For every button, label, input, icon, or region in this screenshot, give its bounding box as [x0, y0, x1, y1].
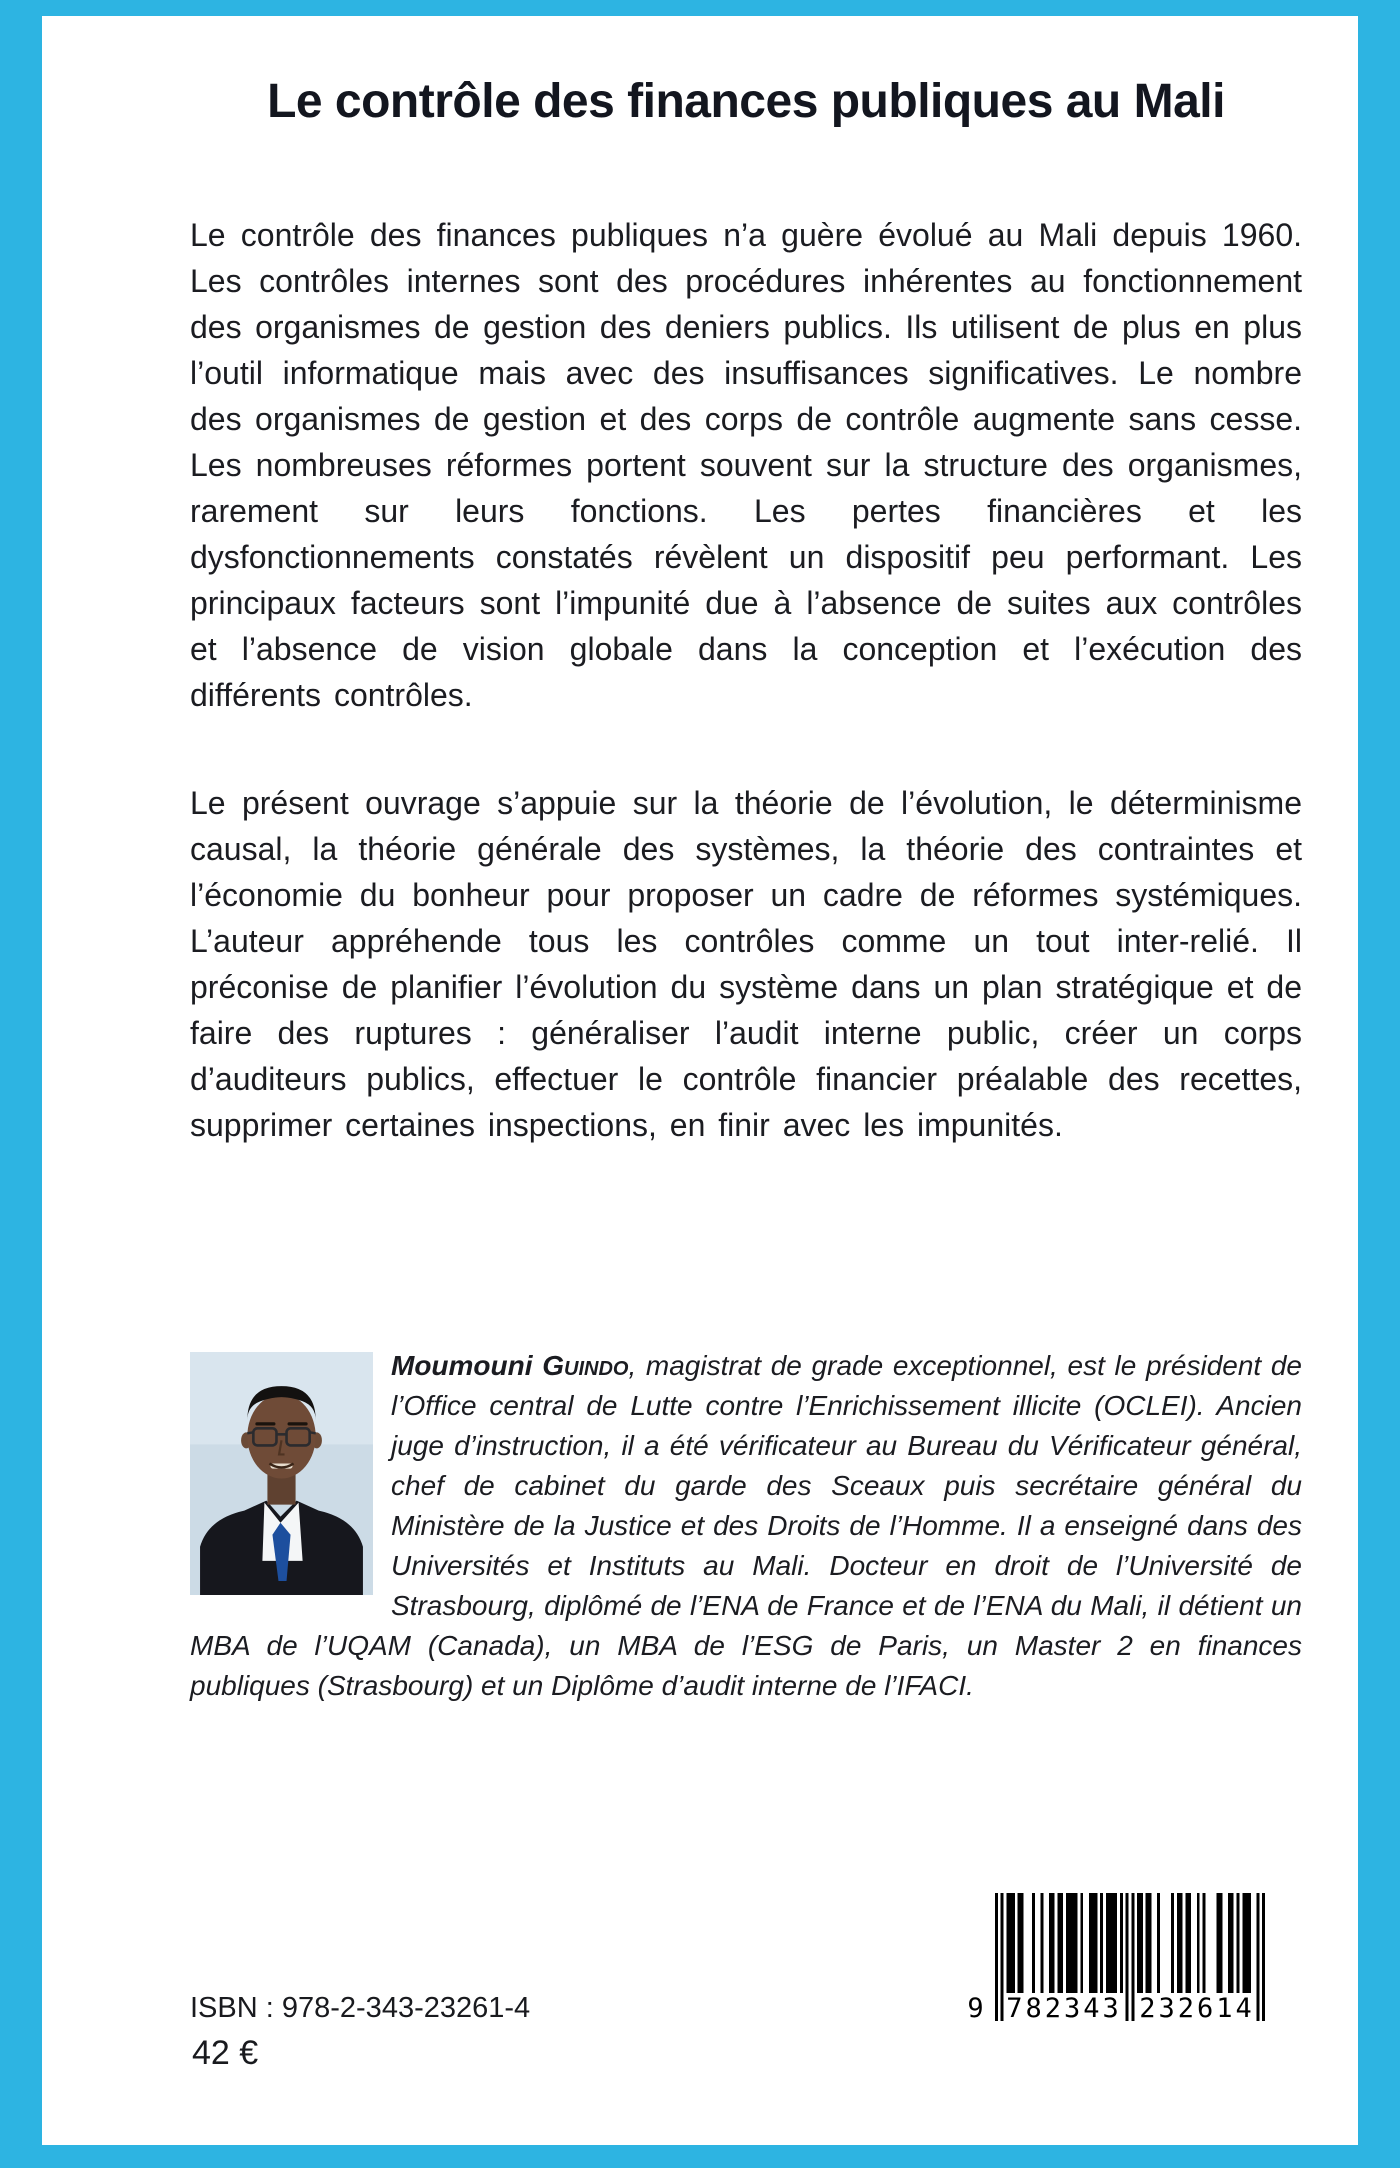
author-photo — [190, 1352, 373, 1595]
cover-inner — [42, 16, 1358, 2145]
isbn-text: ISBN : 978-2-343-23261-4 — [190, 1992, 531, 2024]
author-surname: Guindo — [542, 1350, 629, 1381]
barcode — [967, 1893, 1265, 2024]
book-title: Le contrôle des finances publiques au Mali — [267, 75, 1225, 128]
author-first-name: Moumouni — [391, 1350, 533, 1381]
barcode-digits-left: 782343 — [1006, 1992, 1122, 2024]
author-bio-text: , magistrat de grade exceptionnel, est le président de l’Office central de Lutte contre l’Enrichissement illicite (OCLEI). Ancien juge d’instruction, il a été vérificateur au Bureau du Vérificateur général, chef de cabinet du garde des Sceaux puis secrétaire général du Ministère de la Justice et des Droits de l’Homme. Il a enseigné dans des Universités et Instituts au Mali. Docteur en droit de l’Université de Strasbourg, diplômé de l’ENA de France et de l’ENA du Mali, il détient un MBA de l’UQAM (Canada), un MBA de l’ESG de Paris, un Master 2 en finances publiques (Strasbourg) et un Diplôme d’audit interne de l’IFACI. — [190, 1350, 1303, 1701]
barcode-digits-right: 232614 — [1139, 1992, 1255, 2024]
price-text: 42 € — [192, 2034, 259, 2072]
synopsis-paragraph-2: Le présent ouvrage s’appuie sur la théorie de l’évolution, le déterminisme causal, la théorie générale des systèmes, la théorie des contraintes et l’économie du bonheur pour proposer un cadre de réformes systémiques. L’auteur appréhende tous les contrôles comme un tout inter-relié. Il préconise de planifier l’évolution du système dans un plan stratégique et de faire des ruptures : généraliser l’audit interne public, créer un corps d’auditeurs publics, effectuer le contrôle financier préalable des recettes, supprimer certaines inspections, en finir avec les impunités. — [190, 785, 1302, 1143]
author-bio — [190, 1346, 1302, 1706]
barcode-digit-first: 9 — [967, 1992, 987, 2024]
synopsis-paragraph-1: Le contrôle des finances publiques n’a guère évolué au Mali depuis 1960. Les contrôles internes sont des procédures inhérentes au fonctionnement des organismes de gestion des deniers publics. Ils utilisent de plus en plus l’outil informatique mais avec des insuffisances significatives. Le nombre des organismes de gestion et des corps de contrôle augmente sans cesse. Les nombreuses réformes portent souvent sur la structure des organismes, rarement sur leurs fonctions. Les pertes financières et les dysfonctionnements constatés révèlent un dispositif peu performant. Les principaux facteurs sont l’impunité due à l’absence de suites aux contrôles et l’absence de vision globale dans la conception et l’exécution des différents contrôles. — [190, 217, 1302, 713]
author-portrait-illustration — [190, 1352, 373, 1595]
